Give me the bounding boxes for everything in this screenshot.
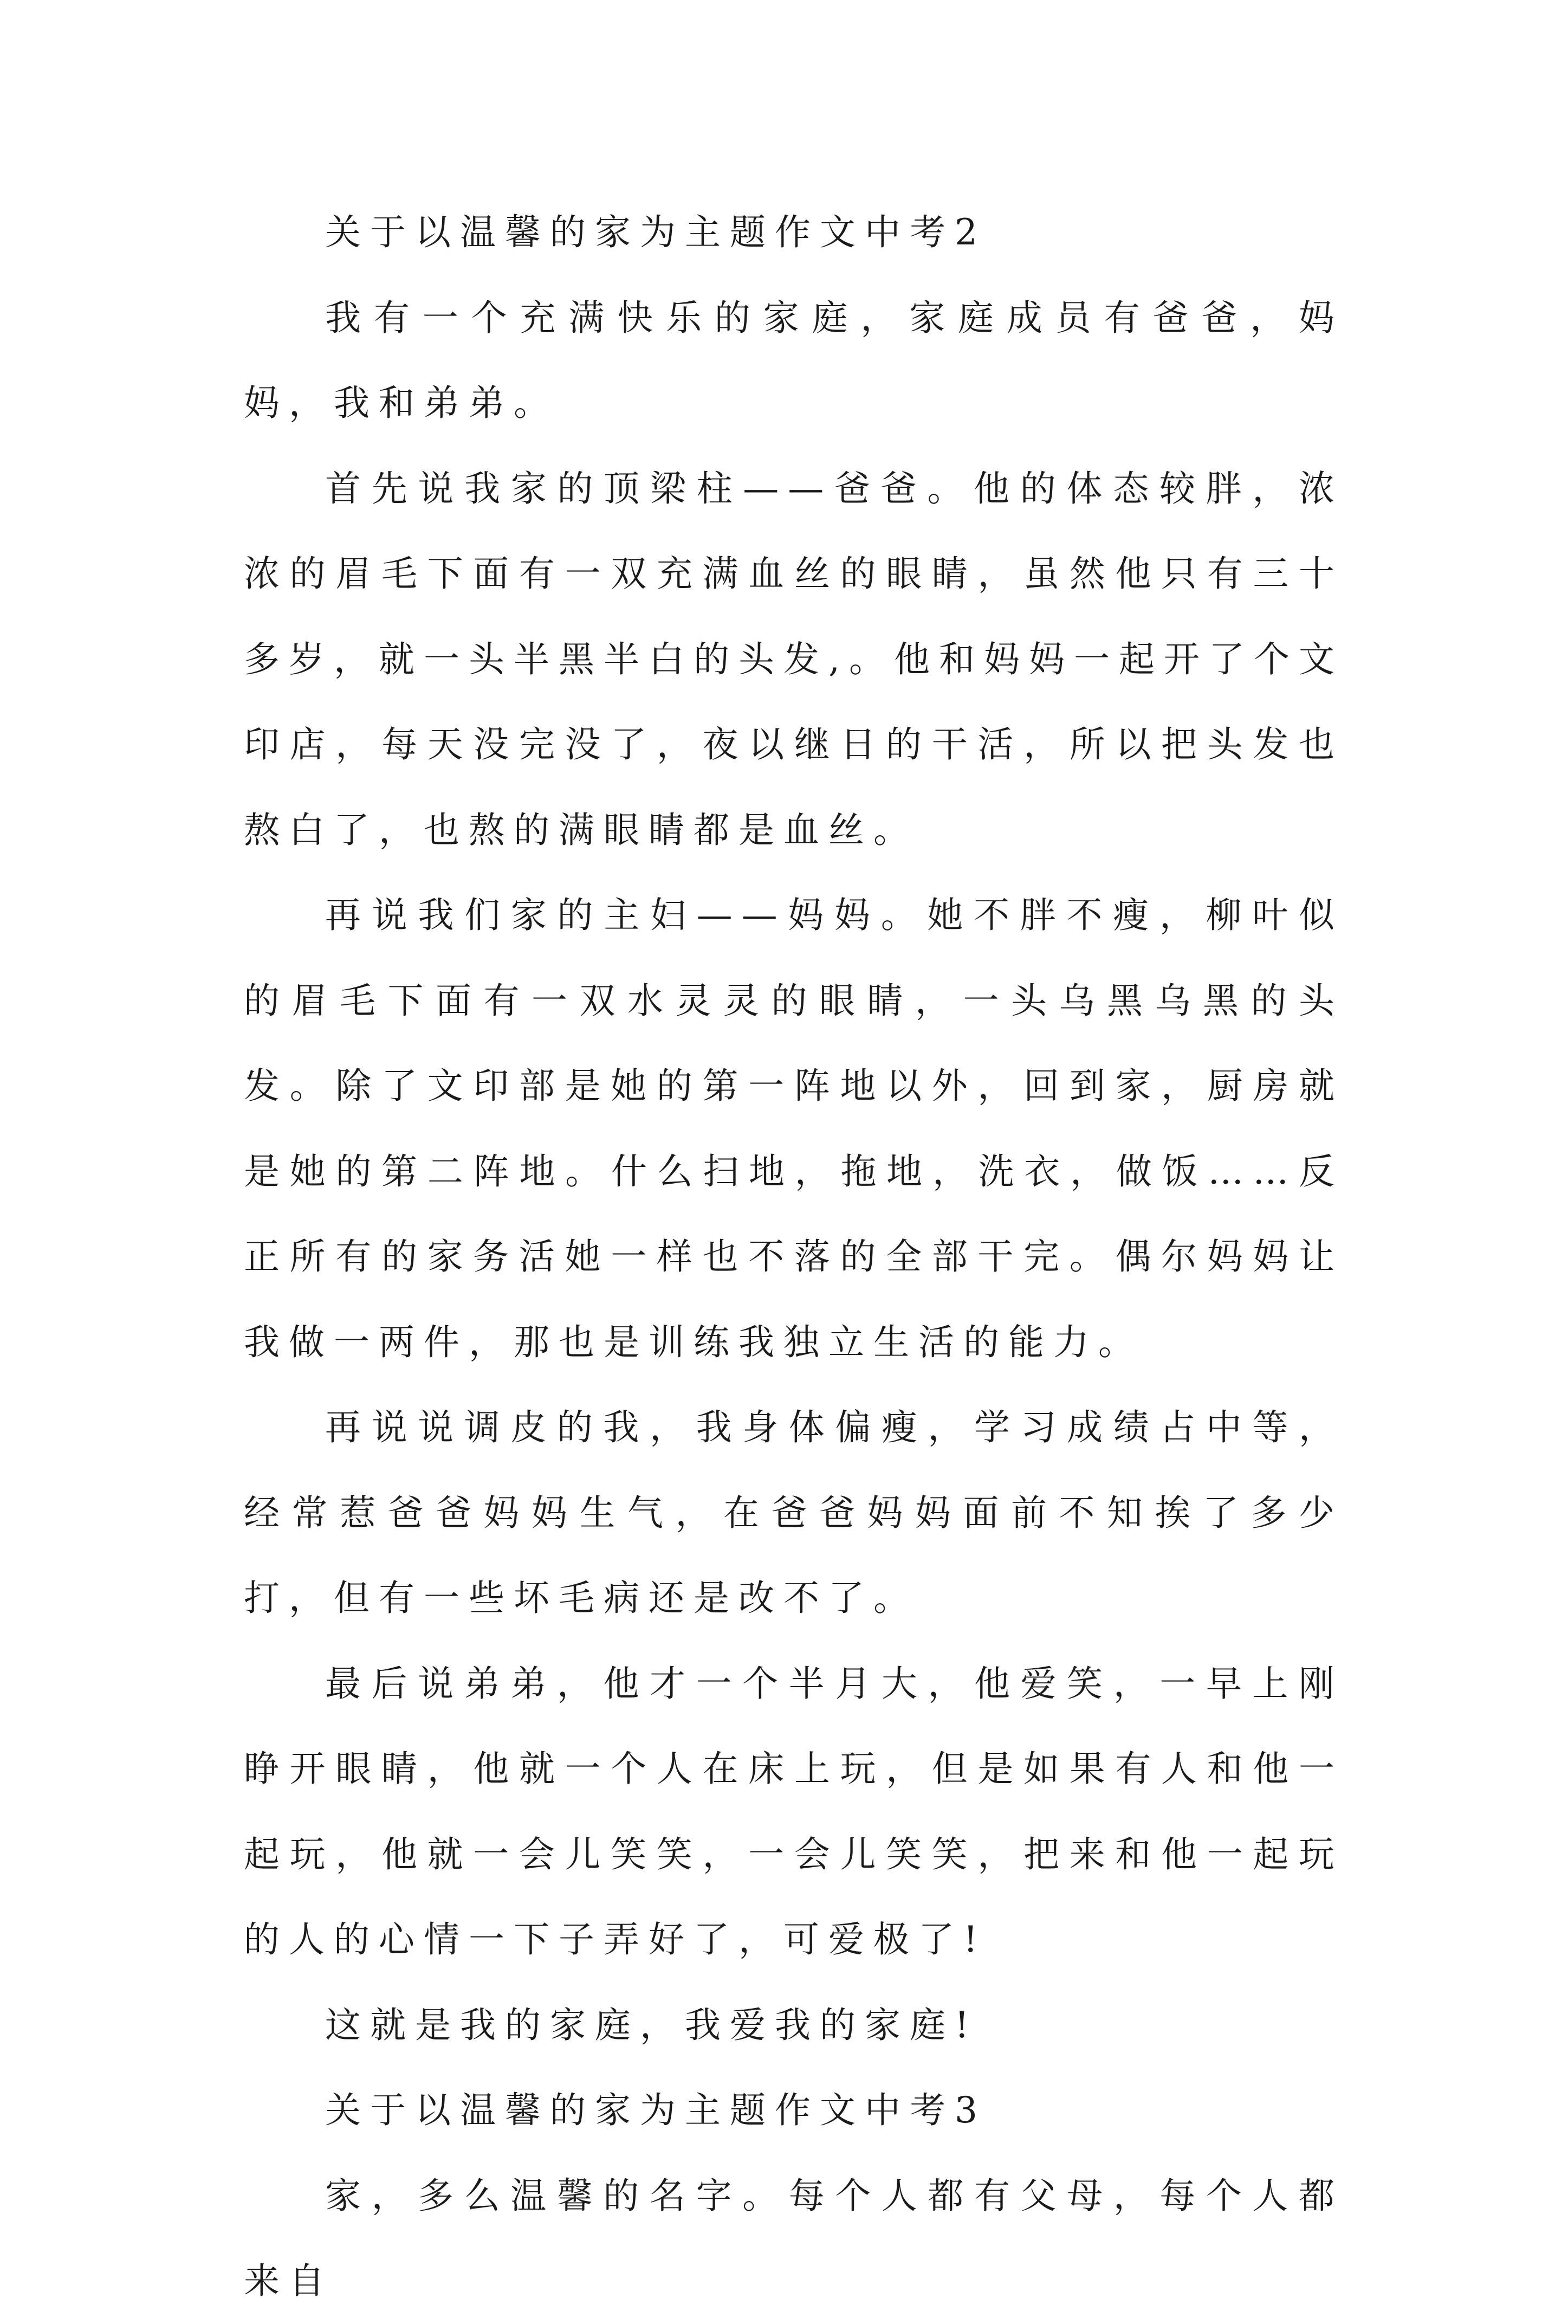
section-heading: 关于以温馨的家为主题作文中考3 (325, 2089, 987, 2131)
document-page (244, 190, 1344, 2324)
paragraph: 首先说我家的顶梁柱——爸爸。他的体态较胖，浓浓的眉毛下面有一双充满血丝的眼睛，虽然他只有三十多岁，就一头半黑半白的头发,。他和妈妈一起开了个文印店，每天没完没了，夜以继日的干活，所以把头发也熬白了，也熬的满眼睛都是血丝。 (244, 467, 1344, 851)
paragraph: 最后说弟弟，他才一个半月大，他爱笑，一早上刚睁开眼睛，他就一个人在床上玩，但是如果有人和他一起玩，他就一会儿笑笑，一会儿笑笑，把来和他一起玩的人的心情一下子弄好了，可爱极了! (244, 1662, 1344, 1960)
paragraph: 家，多么温馨的名字。每个人都有父母，每个人都来自 (244, 2174, 1344, 2302)
paragraph: 再说说调皮的我，我身体偏瘦，学习成绩占中等，经常惹爸爸妈妈生气，在爸爸妈妈面前不知挨了多少打，但有一些坏毛病还是改不了。 (244, 1406, 1344, 1619)
paragraph: 再说我们家的主妇——妈妈。她不胖不瘦，柳叶似的眉毛下面有一双水灵灵的眼睛，一头乌黑乌黑的头发。除了文印部是她的第一阵地以外，回到家，厨房就是她的第二阵地。什么扫地，拖地，洗衣，做饭……反正所有的家务活她一样也不落的全部干完。偶尔妈妈让我做一两件，那也是训练我独立生活的能力。 (244, 894, 1344, 1363)
paragraph: 这就是我的家庭，我爱我的家庭! (325, 2004, 979, 2046)
paragraph: 我有一个充满快乐的家庭，家庭成员有爸爸，妈妈，我和弟弟。 (244, 296, 1344, 424)
section-heading: 关于以温馨的家为主题作文中考2 (325, 211, 987, 253)
